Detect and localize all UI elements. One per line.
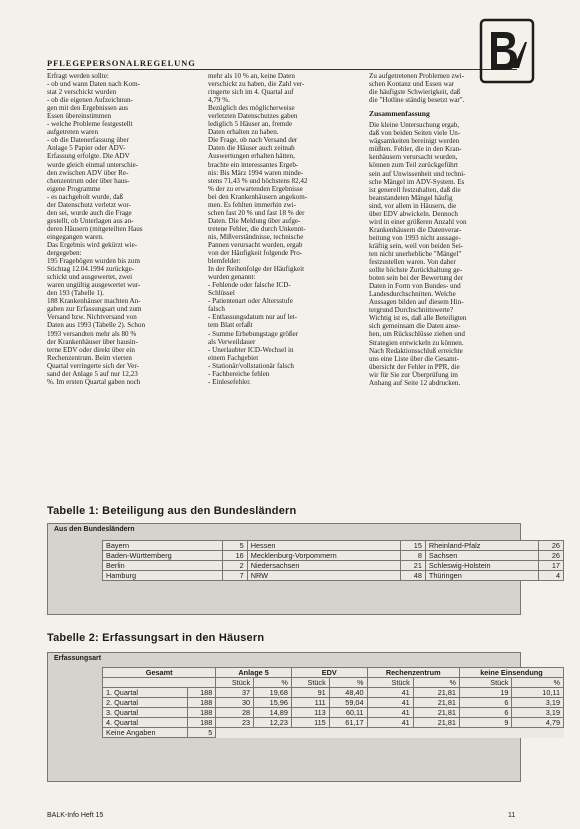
text-line: ringerte sich im 4. Quartal auf bbox=[208, 88, 294, 97]
text-line: eingegangen waren. bbox=[47, 232, 104, 241]
text-line: Landesdurchschnitten. Welche bbox=[369, 290, 456, 299]
value-cell: 3,19 bbox=[512, 698, 564, 708]
text-line: Nach Redaktionsschluß erreichte bbox=[369, 346, 463, 355]
text-line: einem Fachgebiet bbox=[208, 353, 259, 362]
text-line: Bezüglich des möglicherweise bbox=[208, 104, 295, 113]
subheader-cell: Stück bbox=[291, 678, 329, 688]
subheader-cell: Stück bbox=[459, 678, 512, 688]
value-cell: 21,81 bbox=[413, 698, 459, 708]
group-header: Rechenzentrum bbox=[367, 668, 459, 678]
group-header: Gesamt bbox=[103, 668, 216, 678]
value-cell: 188 bbox=[187, 688, 216, 698]
text-line: Anhang auf Seite 12 abdrucken. bbox=[369, 378, 461, 387]
text-line: wurde gleich einmal unterschie- bbox=[47, 160, 139, 169]
text-column-3 bbox=[369, 72, 519, 502]
text-line: können zum Teil zurückgeführt bbox=[369, 161, 459, 170]
text-line: wurden genannt: bbox=[208, 273, 256, 282]
text-line: hen, um Rückschlüsse ziehen und bbox=[369, 330, 465, 339]
text-line: den zwischen ADV über Re- bbox=[47, 168, 129, 177]
count-cell: 26 bbox=[539, 541, 564, 551]
value-cell: 91 bbox=[291, 688, 329, 698]
text-line: müßten. Fehler, die in den Kran- bbox=[369, 145, 462, 154]
text-line: In der Reihenfolge der Häufigkeit bbox=[208, 265, 305, 274]
state-cell: Sachsen bbox=[425, 551, 538, 561]
table1-head: Aus den Bundesländern bbox=[54, 526, 135, 533]
value-cell: 59,04 bbox=[329, 698, 367, 708]
text-line: tretene Fehler, die durch Unkennt- bbox=[208, 224, 306, 233]
text-line: gaben zur Erfassungsart und zum bbox=[47, 305, 142, 314]
subheader-cell: % bbox=[329, 678, 367, 688]
text-line: sein auf Unwissenheit und techni- bbox=[369, 169, 466, 178]
text-line: kenhäusern verursacht wurden, bbox=[369, 153, 458, 162]
text-line: ist generell festzuhalten, daß die bbox=[369, 185, 461, 194]
value-cell: 6 bbox=[459, 698, 512, 708]
value-cell: 14,89 bbox=[254, 708, 292, 718]
value-cell: 61,17 bbox=[329, 718, 367, 728]
table1-box bbox=[47, 523, 560, 615]
text-line: - Einlesefehler. bbox=[208, 377, 251, 386]
text-line: deren Häusern (mitgeteilten Haus bbox=[47, 224, 143, 233]
subheader-cell: % bbox=[512, 678, 564, 688]
text-line: falsch bbox=[208, 305, 225, 314]
text-line: - welche Probleme festgestellt bbox=[47, 120, 133, 129]
state-cell: Baden-Württemberg bbox=[103, 551, 223, 561]
text-line: Daten aus 1993 (Tabelle 2). Schon bbox=[47, 321, 145, 330]
text-line: wird in einer größeren Anzahl von bbox=[369, 217, 467, 226]
text-line: Das Ergebnis wird gekürzt wie- bbox=[47, 240, 138, 249]
text-line: als Verweildauer bbox=[208, 337, 256, 346]
value-cell: 41 bbox=[367, 708, 413, 718]
table-header-row bbox=[103, 668, 564, 678]
text-line: Schlüssel bbox=[208, 289, 235, 298]
text-line: lediglich 5 Häuser an, fremde bbox=[208, 120, 293, 129]
state-cell: Berlin bbox=[103, 561, 223, 571]
value-cell: 41 bbox=[367, 718, 413, 728]
text-line: Essen übereinstimmen bbox=[47, 112, 112, 121]
value-cell: 48,40 bbox=[329, 688, 367, 698]
quarter-cell: 4. Quartal bbox=[103, 718, 188, 728]
text-line: terne EDV oder direkt über ein bbox=[47, 345, 135, 354]
value-cell: 21,81 bbox=[413, 688, 459, 698]
state-cell: Niedersachsen bbox=[247, 561, 400, 571]
text-line: Daten erhalten zu haben. bbox=[208, 128, 279, 137]
state-cell: Rheinland-Pfalz bbox=[425, 541, 538, 551]
table-subheader-row bbox=[103, 678, 564, 688]
text-line: 188 Krankenhäuser machten An- bbox=[47, 297, 141, 306]
text-line: von der Häufigkeit folgende Pro- bbox=[208, 249, 303, 258]
table-row bbox=[103, 551, 564, 561]
text-line: - ob die Datenerfassung über bbox=[47, 136, 129, 145]
text-line: 4,79 %. bbox=[208, 96, 230, 105]
text-line: Zu aufgetretenen Problemen zwi- bbox=[369, 72, 465, 80]
value-cell: 12,23 bbox=[254, 718, 292, 728]
text-line: Daten. Die Meldung über aufge- bbox=[208, 216, 301, 225]
text-line: schickt und ausgewertet, zwei bbox=[47, 273, 133, 282]
text-line: nis, Mißverständnisse, technische bbox=[208, 232, 304, 241]
state-cell: Bayern bbox=[103, 541, 223, 551]
text-line: Die Frage, ob nach Versand der bbox=[208, 136, 298, 145]
footer-cell: 5 bbox=[187, 728, 216, 738]
count-cell: 17 bbox=[539, 561, 564, 571]
value-cell: 9 bbox=[459, 718, 512, 728]
text-line: brachte ein interessantes Ergeb- bbox=[208, 160, 299, 169]
page-header-title: PFLEGEPERSONALREGELUNG bbox=[47, 58, 196, 68]
subheader-cell: Stück bbox=[367, 678, 413, 688]
value-cell: 188 bbox=[187, 698, 216, 708]
text-line: gestellt, ob Unterlagen aus an- bbox=[47, 216, 134, 225]
value-cell: 19 bbox=[459, 688, 512, 698]
value-cell: 113 bbox=[291, 708, 329, 718]
text-line: Aussagen bilden auf diesem Hin- bbox=[369, 298, 464, 307]
text-line: tem Blatt erfaßt bbox=[208, 321, 253, 330]
text-line: Daten in Form von Bundes- und bbox=[369, 282, 461, 291]
text-column-1 bbox=[47, 72, 197, 502]
value-cell: 10,11 bbox=[512, 688, 564, 698]
value-cell: 15,96 bbox=[254, 698, 292, 708]
value-cell: 41 bbox=[367, 688, 413, 698]
text-line: uns eine Liste über die Gesamt- bbox=[369, 354, 460, 363]
subheader-cell: % bbox=[254, 678, 292, 688]
value-cell: 28 bbox=[216, 708, 254, 718]
text-line: schen Kontanz und Essen war bbox=[369, 80, 455, 89]
text-line: Stichtag 12.04.1994 zurückge- bbox=[47, 265, 135, 274]
subheader-cell: % bbox=[413, 678, 459, 688]
text-line: kräftig sein, weil von beiden Sei- bbox=[369, 241, 464, 250]
text-line: Pannen verursacht wurden, ergab bbox=[208, 240, 303, 249]
text-line: sind, vor allem in Häusern, die bbox=[369, 201, 457, 210]
text-line: Daten die Häuser auch zeitnah bbox=[208, 144, 295, 153]
text-line: Strategien entwickeln zu können. bbox=[369, 338, 464, 347]
state-cell: Thüringen bbox=[425, 571, 538, 581]
quarter-cell: 1. Quartal bbox=[103, 688, 188, 698]
text-line: Erfassung erfolgte. Die ADV bbox=[47, 152, 130, 161]
summary-heading: Zusammenfassung bbox=[369, 109, 430, 119]
text-line: der Krankenhäuser über hausin- bbox=[47, 337, 138, 346]
count-cell: 2 bbox=[222, 561, 247, 571]
text-column-2 bbox=[208, 72, 358, 502]
text-line: eigene Programme bbox=[47, 184, 101, 193]
text-line: - ob die eigenen Aufzeichnun- bbox=[47, 96, 133, 105]
text-line: nis: Bis März 1994 waren minde- bbox=[208, 168, 304, 177]
text-line: stat 2 verschickt wurden bbox=[47, 88, 117, 97]
text-line: sich gemeinsam die Daten anse- bbox=[369, 322, 461, 331]
text-line: verschickt zu haben, die Zahl ver- bbox=[208, 80, 305, 89]
text-line: Erfragt werden sollte: bbox=[47, 72, 109, 80]
value-cell: 111 bbox=[291, 698, 329, 708]
count-cell: 4 bbox=[539, 571, 564, 581]
state-cell: Schleswig-Holstein bbox=[425, 561, 538, 571]
text-line: 195 Fragebögen wurden bis zum bbox=[47, 257, 140, 266]
value-cell: 30 bbox=[216, 698, 254, 708]
value-cell: 19,68 bbox=[254, 688, 292, 698]
text-line: - Fehlende oder falsche ICD- bbox=[208, 281, 291, 290]
table-row bbox=[103, 561, 564, 571]
group-header: Anlage 5 bbox=[216, 668, 292, 678]
text-line: waren ungültig ausgewertet wur- bbox=[47, 281, 141, 290]
value-cell: 4,79 bbox=[512, 718, 564, 728]
text-line: 1993 versandten mehr als 80 % bbox=[47, 329, 137, 338]
text-line: beanstandeten Mängel häufig bbox=[369, 193, 453, 202]
quarter-cell: 3. Quartal bbox=[103, 708, 188, 718]
text-line: übersicht der Fehler in PPR, die bbox=[369, 362, 460, 371]
text-line: %. Im ersten Quartal gaben noch bbox=[47, 377, 141, 386]
text-line: - Entlassungsdatum nur auf let- bbox=[208, 313, 298, 322]
text-line: dergegeben: bbox=[47, 249, 82, 258]
count-cell: 48 bbox=[400, 571, 425, 581]
value-cell: 23 bbox=[216, 718, 254, 728]
state-cell: NRW bbox=[247, 571, 400, 581]
text-line: Versand bzw. Nichtversand von bbox=[47, 313, 137, 322]
count-cell: 15 bbox=[400, 541, 425, 551]
value-cell: 21,81 bbox=[413, 708, 459, 718]
table-row bbox=[103, 718, 564, 728]
table2-title: Tabelle 2: Erfassungsart in den Häusern bbox=[47, 632, 265, 644]
footer-left: BALK-Info Heft 15 bbox=[47, 812, 104, 819]
text-line: blemfelder: bbox=[208, 257, 241, 266]
quarter-cell: 2. Quartal bbox=[103, 698, 188, 708]
text-line: bei den Krankenhäusern angekom- bbox=[208, 192, 308, 201]
text-line: aufgetreten waren bbox=[47, 128, 99, 137]
footer-cell: Keine Angaben bbox=[103, 728, 188, 738]
table-footer-row bbox=[103, 728, 564, 738]
table-row bbox=[103, 688, 564, 698]
value-cell: 188 bbox=[187, 718, 216, 728]
count-cell: 16 bbox=[222, 551, 247, 561]
text-line: der Datenschutz verletzt wor- bbox=[47, 200, 131, 209]
value-cell: 6 bbox=[459, 708, 512, 718]
value-cell: 41 bbox=[367, 698, 413, 708]
text-line: Wichtig ist es, daß alle Beteiligten bbox=[369, 314, 467, 323]
text-line: - Patientenart oder Altersstufe bbox=[208, 297, 293, 306]
text-line: gen mit den Ergebnissen aus bbox=[47, 104, 129, 113]
value-cell: 37 bbox=[216, 688, 254, 698]
group-header: keine Einsendung bbox=[459, 668, 563, 678]
header-rule bbox=[47, 69, 517, 70]
text-line: beitung von 1993 nicht aussage- bbox=[369, 233, 461, 242]
text-line: über EDV abwickeln. Dennoch bbox=[369, 209, 458, 218]
text-line: wir für Sie zur Überprüfung im bbox=[369, 370, 458, 379]
value-cell: 115 bbox=[291, 718, 329, 728]
text-line: den 193 (Tabelle 1). bbox=[47, 289, 105, 298]
text-line: mehr als 10 % an, keine Daten bbox=[208, 72, 295, 80]
table2-box bbox=[47, 652, 560, 782]
table-row bbox=[103, 541, 564, 551]
table2 bbox=[102, 667, 564, 738]
text-line: ten nicht unerhebliche "Mängel" bbox=[369, 249, 462, 258]
text-line: wägsamkeiten bereinigt werden bbox=[369, 137, 460, 146]
value-cell: 3,19 bbox=[512, 708, 564, 718]
text-line: Rechenzentrum. Beim vierten bbox=[47, 353, 132, 362]
text-line: Quartal verringerte sich der Ver- bbox=[47, 361, 139, 370]
state-cell: Hamburg bbox=[103, 571, 223, 581]
text-line: - Summe Erhebungstage größer bbox=[208, 329, 299, 338]
text-line: - Fachbereiche fehlen bbox=[208, 369, 270, 378]
text-line: verletzten Datenschutzes gaben bbox=[208, 112, 298, 121]
text-line: Auswertungen erhalten hätten, bbox=[208, 152, 295, 161]
text-line: chenzentrum oder über haus- bbox=[47, 176, 130, 185]
text-line: sche Mängel im ADV-System. Es bbox=[369, 177, 465, 186]
state-cell: Hessen bbox=[247, 541, 400, 551]
text-line: - es nachgeholt wurde, daß bbox=[47, 192, 124, 201]
text-line: die "Hotline ständig besetzt war". bbox=[369, 96, 465, 105]
text-line: % der zu erwartenden Ergebnisse bbox=[208, 184, 303, 193]
count-cell: 5 bbox=[222, 541, 247, 551]
value-cell: 21,81 bbox=[413, 718, 459, 728]
text-line: - Unerlaubter ICD-Wechsel in bbox=[208, 345, 294, 354]
text-line: daß von beiden Seiten viele Un- bbox=[369, 129, 461, 138]
count-cell: 8 bbox=[400, 551, 425, 561]
text-line: tergrund Durchschnittswerte? bbox=[369, 306, 453, 315]
table-row bbox=[103, 571, 564, 581]
text-line: boten sein bei der Bewertung der bbox=[369, 274, 463, 283]
value-cell: 60,11 bbox=[329, 708, 367, 718]
table1-title: Tabelle 1: Beteiligung aus den Bundesländern bbox=[47, 505, 297, 517]
text-line: Anlage 5 Papier oder ADV- bbox=[47, 144, 126, 153]
table-row bbox=[103, 708, 564, 718]
subheader-cell: Stück bbox=[216, 678, 254, 688]
text-line: men. Es fehlten immerhin zwi- bbox=[208, 200, 297, 209]
text-line: Krankenhäusern die Datenverar- bbox=[369, 225, 462, 234]
group-header: EDV bbox=[291, 668, 367, 678]
table-row bbox=[103, 698, 564, 708]
text-line: die häufigste Schwierigkeit, daß bbox=[369, 88, 461, 97]
text-line: - ob und wann Daten nach Kom- bbox=[47, 80, 140, 89]
text-line: sollte höchste Zurückhaltung ge- bbox=[369, 266, 463, 275]
text-line: Die kleine Untersuchung ergab, bbox=[369, 121, 460, 130]
table1 bbox=[102, 540, 564, 581]
text-line: festzustellen waren. Von daher bbox=[369, 258, 456, 267]
page-number: 11 bbox=[508, 812, 516, 819]
value-cell: 188 bbox=[187, 708, 216, 718]
text-line: stens 71,43 % und höchstens 82,42 bbox=[208, 176, 308, 185]
table2-head: Erfassungsart bbox=[54, 655, 102, 662]
state-cell: Mecklenburg-Vorpommern bbox=[247, 551, 400, 561]
text-line: den sei, wurde auch die Frage bbox=[47, 208, 132, 217]
text-line: - Stationär/vollstationär falsch bbox=[208, 361, 294, 370]
text-line: schen fast 20 % und fast 18 % der bbox=[208, 208, 305, 217]
text-line: sand der Anlage 5 auf nur 12,23 bbox=[47, 369, 138, 378]
count-cell: 21 bbox=[400, 561, 425, 571]
count-cell: 26 bbox=[539, 551, 564, 561]
count-cell: 7 bbox=[222, 571, 247, 581]
